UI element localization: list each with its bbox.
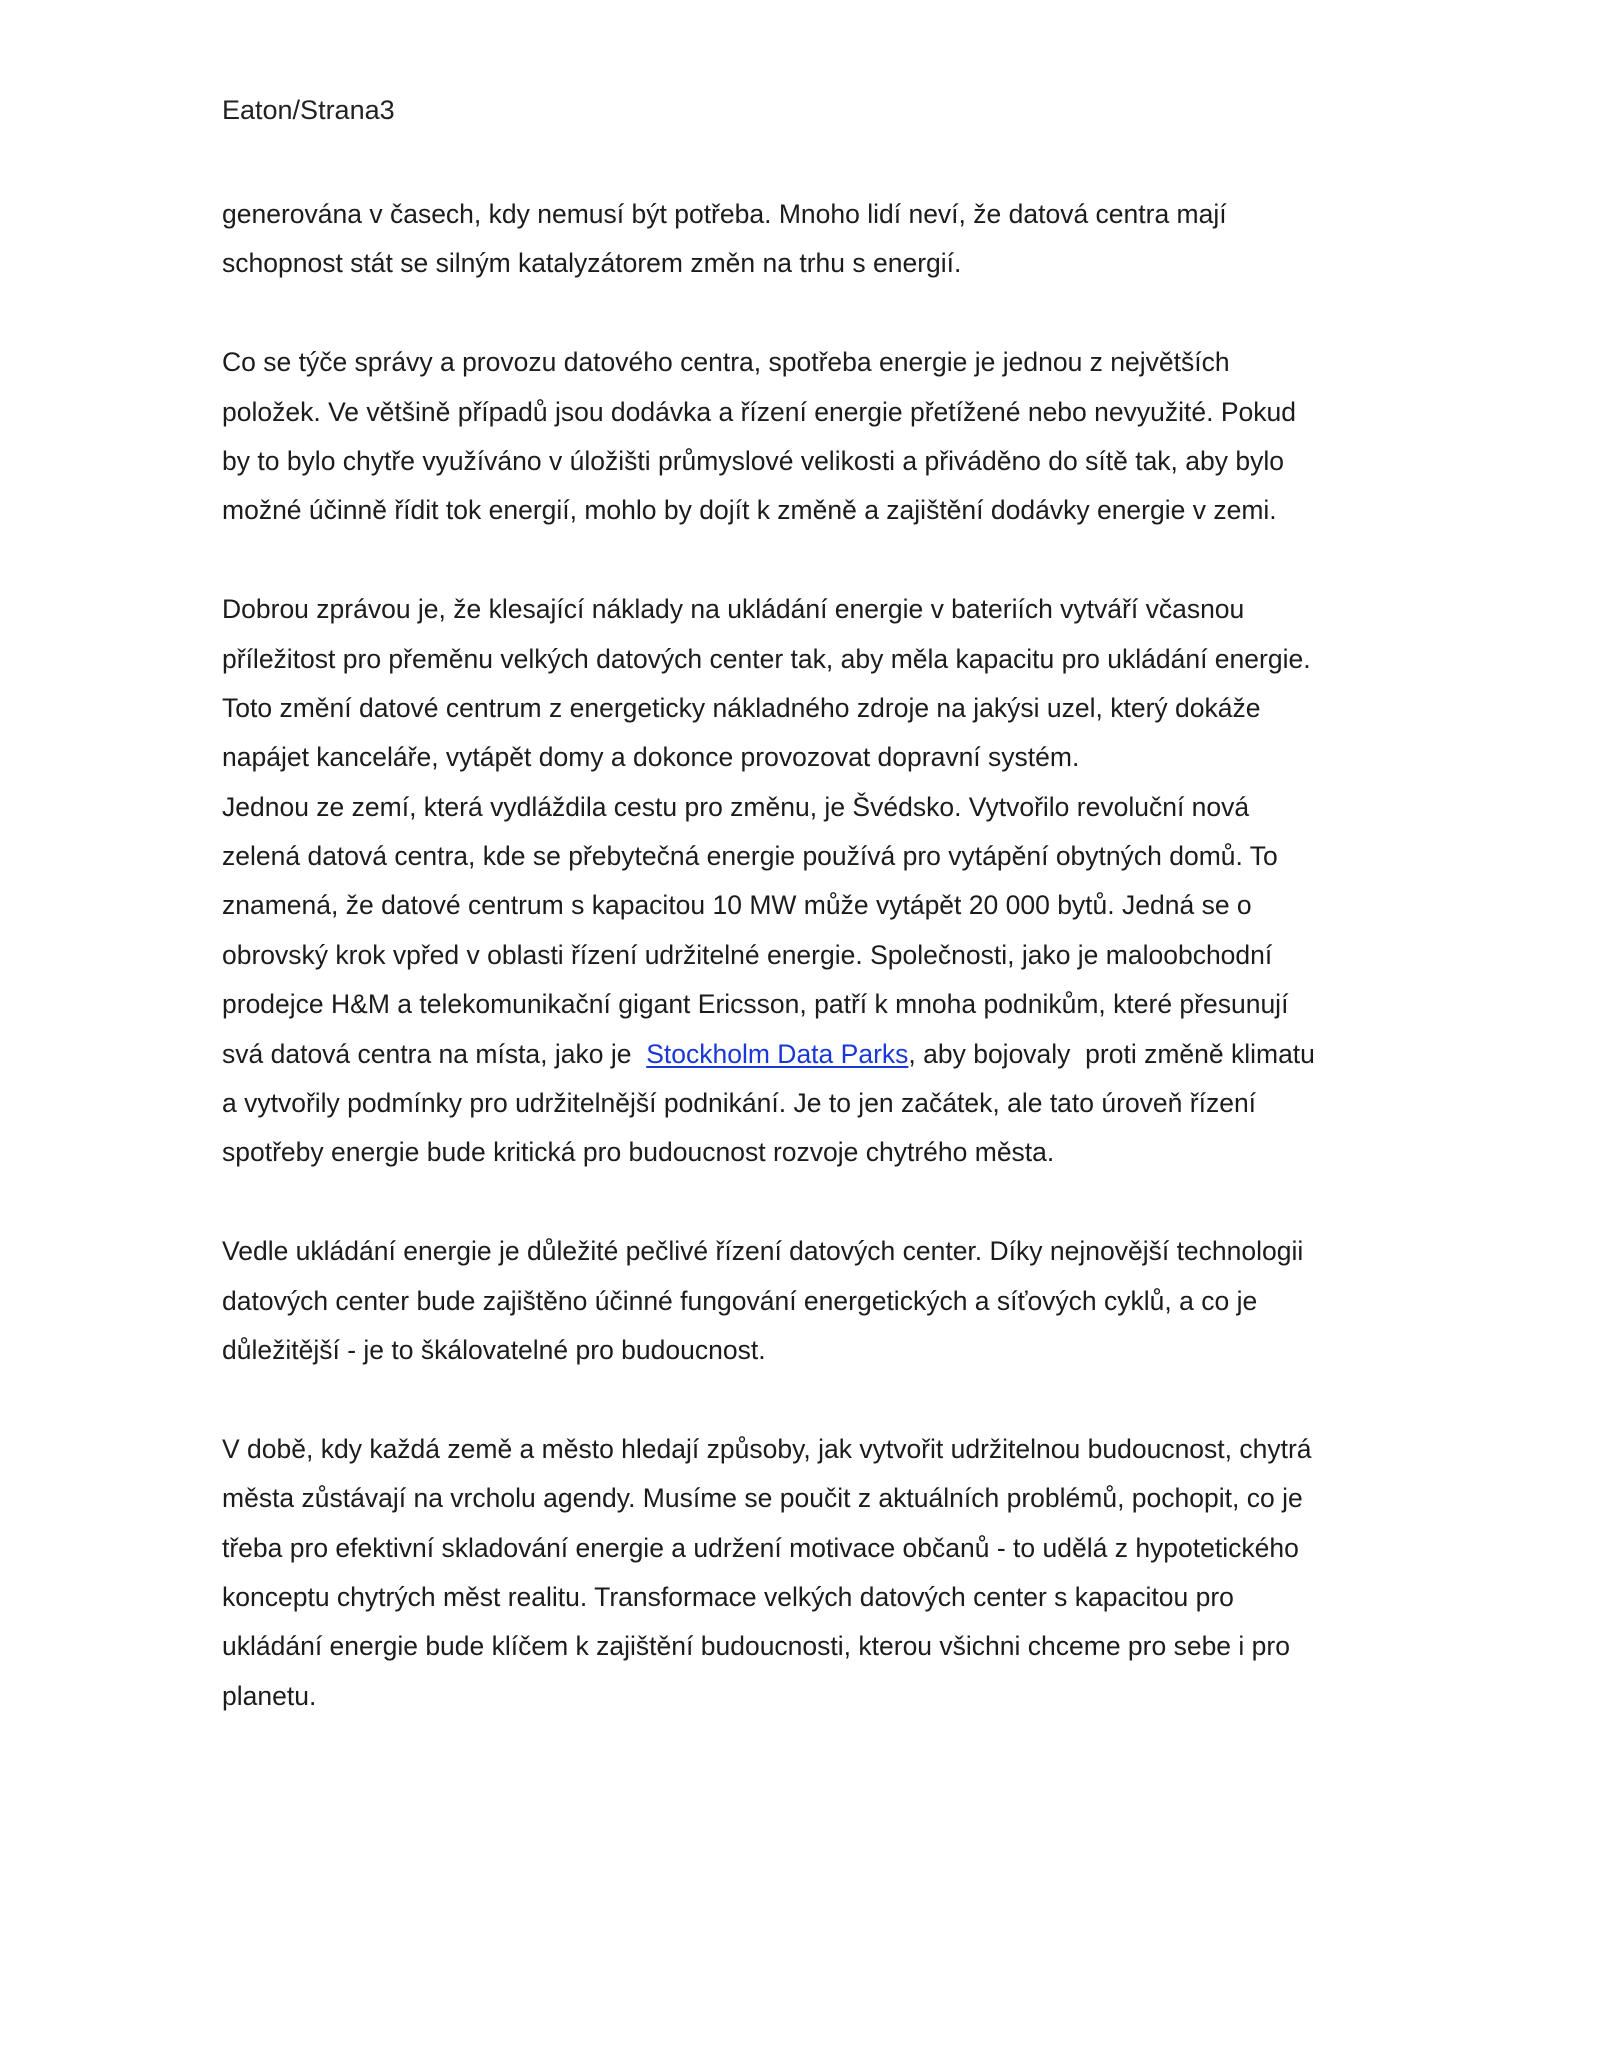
page-header: Eaton/Strana3 [222,95,395,125]
paragraph-6 [222,1425,1422,1721]
text-line: schopnost stát se silným katalyzátorem změn na trhu s energií. [222,248,962,279]
text-line: Toto změní datové centrum z energeticky nákladného zdroje na jakýsi uzel, který dokáže [222,692,1261,723]
text-line: by to bylo chytře využíváno v úložišti průmyslové velikosti a přiváděno do sítě tak, aby bylo [222,445,1284,476]
text-line: konceptu chytrých měst realitu. Transformace velkých datových center s kapacitou pro [222,1581,1234,1612]
text-line: Co se týče správy a provozu datového centra, spotřeba energie je jednou z největších [222,347,1230,378]
text-line: ukládání energie bude klíčem k zajištění budoucnosti, kterou všichni chceme pro sebe i pro [222,1631,1290,1662]
text-line: položek. Ve většině případů jsou dodávka a řízení energie přetížené nebo nevyužité. Pokud [222,396,1296,427]
text-line: možné účinně řídit tok energií, mohlo by dojít k změně a zajištění dodávky energie v zemi. [222,495,1277,526]
text-line: generována v časech, kdy nemusí být potřeba. Mnoho lidí neví, že datová centra mají [222,199,1227,229]
text-line: znamená, že datové centrum s kapacitou 10 MW může vytápět 20 000 bytů. Jedná se o [222,890,1252,921]
text-line: příležitost pro přeměnu velkých datových center tak, aby měla kapacitu pro ukládání energie. [222,643,1311,674]
paragraph-5 [222,1227,1422,1375]
text-line: třeba pro efektivní skladování energie a udržení motivace občanů - to udělá z hypotetického [222,1532,1299,1563]
text-line: města zůstávají na vrcholu agendy. Musíme se poučit z aktuálních problémů, pochopit, co je [222,1483,1303,1514]
text-line: zelená datová centra, kde se přebytečná energie používá pro vytápění obytných domů. To [222,841,1278,872]
text-line: obrovský krok vpřed v oblasti řízení udržitelné energie. Společnosti, jako je maloobchodní [222,939,1273,970]
paragraph-4 [222,783,1422,1178]
text-line: Dobrou zprávou je, že klesající náklady na ukládání energie v bateriích vytváří včasnou [222,594,1245,625]
paragraph-1 [222,190,1422,289]
text-line: planetu. [222,1680,317,1711]
text-line: a vytvořily podmínky pro udržitelnější podnikání. Je to jen začátek, ale tato úroveň řízení [222,1088,1257,1119]
text-line: prodejce H&M a telekomunikační gigant Ericsson, patří k mnoha podnikům, které přesunují [222,989,1289,1020]
text-line: napájet kanceláře, vytápět domy a dokonce provozovat dopravní systém. [222,742,1080,773]
text-line: Vedle ukládání energie je důležité pečlivé řízení datových center. Díky nejnovější technologii [222,1236,1304,1267]
stockholm-data-parks-link[interactable]: Stockholm Data Parks [646,1038,909,1069]
text-line: spotřeby energie bude kritická pro budoucnost rozvoje chytrého města. [222,1137,1055,1168]
document-body [222,190,1422,1721]
text-line-with-link [222,1030,1422,1079]
text-line: V době, kdy každá země a město hledají způsoby, jak vytvořit udržitelnou budoucnost, chytrá [222,1433,1312,1464]
text-line: Jednou ze zemí, která vydláždila cestu pro změnu, je Švédsko. Vytvořilo revoluční nová [222,791,1250,822]
text-line: datových center bude zajištěno účinné fungování energetických a síťových cyklů, a co je [222,1285,1258,1316]
paragraph-3 [222,585,1422,783]
text-before-link: svá datová centra na místa, jako je [222,1038,647,1069]
text-after-link: , aby bojovaly proti změně klimatu [908,1038,1315,1069]
text-line: důležitější - je to škálovatelné pro budoucnost. [222,1334,766,1365]
paragraph-2 [222,338,1422,536]
